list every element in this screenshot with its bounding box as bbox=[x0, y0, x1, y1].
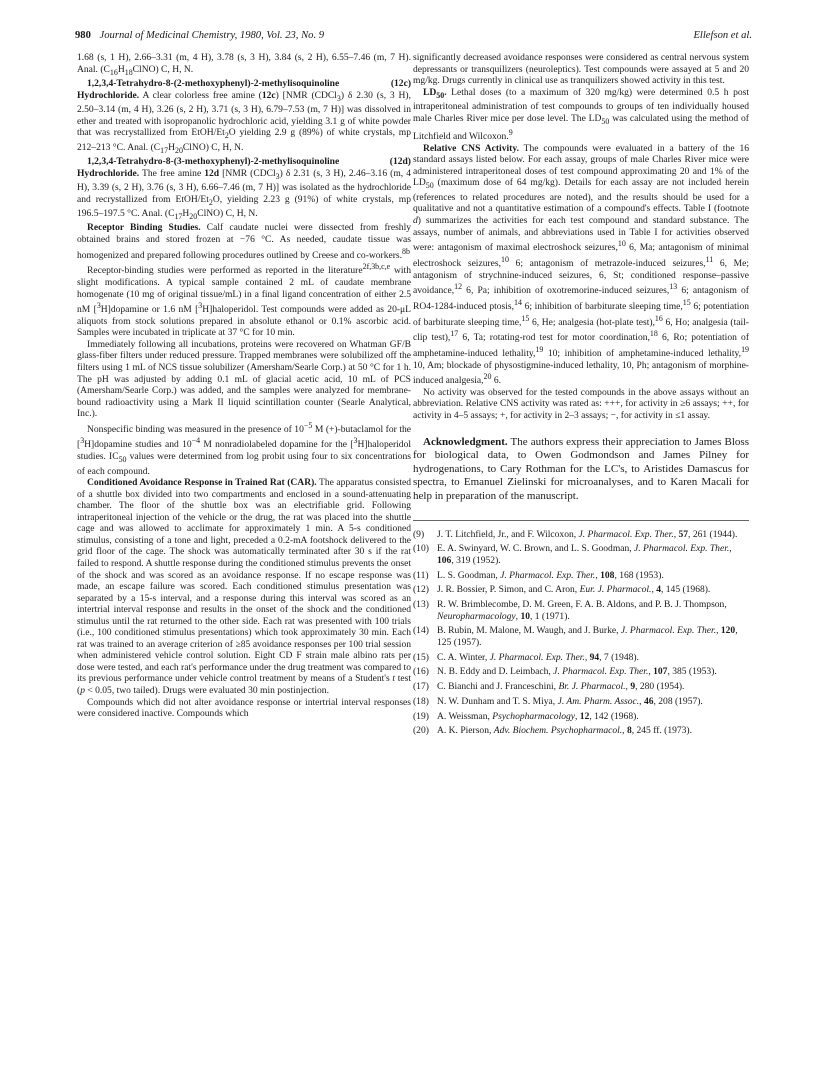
left_column-paragraph: Receptor Binding Studies. Calf caudate nuclei were dissected from freshly obtained brains and stored frozen at −76 °C. As needed, caudate tissue was homogenized and prepared following procedures outlined by Creese and co-workers.$^{8b}$ bbox=[77, 222, 412, 261]
reference-item bbox=[413, 529, 749, 541]
reference-number: (17) bbox=[413, 681, 429, 693]
reference-text: N. B. Eddy and D. Leimbach, J. Pharmacol. Exp. Ther., 107, 385 (1953). bbox=[437, 666, 717, 678]
reference-text: R. W. Brimblecombe, D. M. Green, F. A. B. Aldons, and P. B. J. Thompson, Neuropharmacology, 10, 1 (1971). bbox=[437, 599, 727, 622]
reference-item bbox=[413, 584, 749, 596]
reference-item bbox=[413, 681, 749, 693]
reference-text: N. W. Dunham and T. S. Miya, J. Am. Pharm. Assoc., 46, 208 (1957). bbox=[437, 695, 703, 707]
references-divider bbox=[413, 520, 749, 521]
reference-number: (14) bbox=[413, 625, 429, 637]
right_column-paragraph: No activity was observed for the tested compounds in the above assays without an abbreviation. Relative CNS activity was rated as: +++, for activity in ≥6 assays; ++, for activity in 4–5 assays; +, for activity in 2–3 assays; −, for activity in ≤1 assay. bbox=[413, 386, 749, 422]
reference-item bbox=[413, 666, 749, 678]
right-column-body bbox=[413, 52, 749, 422]
left_column-paragraph: 1,2,3,4-Tetrahydro-8-(2-methoxyphenyl)-2-methylisoquinoline (12c) Hydrochloride. A clear colorless free amine (12c) [NMR (CDCl$_3$) δ 2.30 (s, 3 H), 2.50–3.14 (m, 4 H), 3.26 (s, 2 H), 3.71 (s, 3 H), 6.79–7.53 (m, 7 H)] was dissolved in ether and treated with isopropanolic hydrochloric acid, yielding 3.1 g of white powder that was recrystallized from EtOH/$Et_2O$ yielding 2.9 g (89%) of white crystals, mp 212–213 °C. Anal. $(C_{17}H_{20}ClNO)$ C, H, N. bbox=[77, 78, 411, 155]
header-authors: Ellefson et al. bbox=[693, 30, 752, 41]
left_column-paragraph: 1.68 (s, 1 H), 2.66–3.31 (m, 4 H), 3.78 (s, 3 H), 3.84 (s, 2 H), 6.55–7.46 (m, 7 H). Anal. $(C_{16}H_{18}ClNO)$ C, H, N. bbox=[77, 52, 411, 77]
right_column-paragraph: Relative CNS Activity. The compounds were evaluated in a battery of the 16 standard assays listed below. For each assay, groups of male Charles River mice were administered intraperitoneal doses of test compound approximating 20 and 1% of the $LD_{50}$ (maximum dose of 64 mg/kg). Details for each assay are not included herein (references to related procedures are noted), and the results should be used for a qualitative and not a quantitative estimation of a compound's effects. Table I (footnote d) summarizes the activities for each test compound and standard substance. The assays, number of animals, and abbreviations used in Table I for activities observed were: antagonism of maximal electroshock seizures,$^{10}$ 6, Ma; antagonism of minimal electroshock seizures,$^{10}$ 6; antagonism of metrazole-induced seizures,$^{11}$ 6, Me; antagonism of strychnine-induced seizures, 6, St; conditioned response–passive avoidance,$^{12}$ 6, Pa; inhibition of oxotremorine-induced seizures,$^{13}$ 6; antagonism of RO4-1284-induced ptosis,$^{14}$ 6; inhibition of barbiturate sleeping time,$^{15}$ 6; potentiation of barbiturate sleeping time,$^{15}$ 6, He; analgesia (hot-plate test),$^{16}$ 6, Ho; analgesia (tail-clip test),$^{17}$ 6, Ta; rotating-rod test for motor coordination,$^{18}$ 6, Ro; potentiation of amphetamine-induced lethality,$^{19}$ 10; inhibition of amphetamine-induced lethality,$^{19}$ 10, Am; blockade of physostigmine-induced lethality, 10, Ph; antagonism of morphine-induced analgesia,$^{20}$ 6. bbox=[413, 142, 750, 387]
reference-number: (15) bbox=[413, 651, 429, 663]
reference-text: C. Bianchi and J. Franceschini, Br. J. Pharmacol., 9, 280 (1954). bbox=[437, 681, 685, 693]
reference-item bbox=[413, 725, 749, 737]
left_column-paragraph: 1,2,3,4-Tetrahydro-8-(3-methoxyphenyl)-2-methylisoquinoline (12d) Hydrochloride. The free amine 12d [NMR (CDCl$_3$) δ 2.31 (s, 3 H), 2.46–3.16 (m, 4 H), 3.39 (s, 2 H), 3.76 (s, 3 H), 6.66–7.46 (m, 7 H)] was isolated as the hydrochloride and recrystallized from EtOH/$Et_2O$, yielding 2.23 g (91%) of white crystals, mp 196.5–197.5 °C. Anal. $(C_{17}H_{20}ClNO)$ C, H, N. bbox=[77, 156, 411, 221]
reference-text: J. T. Litchfield, Jr., and F. Wilcoxon, J. Pharmacol. Exp. Ther., 57, 261 (1944). bbox=[437, 528, 738, 540]
running-header bbox=[75, 30, 752, 46]
acknowledgment-section bbox=[413, 436, 749, 504]
reference-text: C. A. Winter, J. Pharmacol. Exp. Ther., 94, 7 (1948). bbox=[437, 651, 639, 663]
reference-number: (20) bbox=[413, 725, 429, 737]
reference-text: J. R. Bossier, P. Simon, and C. Aron, Eur. J. Pharmacol., 4, 145 (1968). bbox=[437, 584, 711, 596]
right_column-paragraph: $LD_{50}$. Lethal doses (to a maximum of 320 mg/kg) were determined 0.5 h post intraperitoneal administration of test compounds to groups of ten individually housed male Charles River mice per dose level. The $LD_{50}$ was calculated using the method of Litchfield and Wilcoxon.$^9$ bbox=[413, 86, 749, 143]
right-column bbox=[413, 52, 749, 740]
journal-citation: Journal of Medicinal Chemistry, 1980, Vol. 23, No. 9 bbox=[99, 30, 325, 41]
reference-number: (18) bbox=[413, 695, 429, 707]
reference-text: B. Rubin, M. Malone, M. Waugh, and J. Burke, J. Pharmacol. Exp. Ther., 120, 125 (1957). bbox=[437, 625, 738, 648]
header-left bbox=[75, 30, 324, 41]
reference-text: A. K. Pierson, Adv. Biochem. Psychopharmacol., 8, 245 ff. (1973). bbox=[437, 725, 692, 737]
reference-item bbox=[413, 696, 749, 708]
reference-item bbox=[413, 543, 749, 566]
reference-number: (19) bbox=[413, 710, 429, 722]
reference-number: (13) bbox=[413, 599, 429, 611]
left_column-paragraph: Receptor-binding studies were performed as reported in the literature$^{2f,3b,c,e}$ with slight modifications. A typical sample contained 2 mL of caudate membrane homogenate (10 mg of original tissue/mL) in a final ligand concentration of either 2.5 nM [$^3$H]dopamine or 1.6 nM [$^3$H]haloperidol. Test compounds were added as 20-μL aliquots from stock solutions prepared in absolute ethanol or 0.1% ascorbic acid. Samples were incubated in triplicate at 37 °C for 10 min. bbox=[77, 262, 411, 339]
reference-item bbox=[413, 625, 749, 648]
reference-item bbox=[413, 711, 749, 723]
reference-text: E. A. Swinyard, W. C. Brown, and L. S. Goodman, J. Pharmacol. Exp. Ther., 106, 319 (1952). bbox=[437, 543, 732, 566]
reference-text: L. S. Goodman, J. Pharmacol. Exp. Ther., 108, 168 (1953). bbox=[437, 569, 664, 581]
reference-number: (10) bbox=[413, 543, 429, 555]
page-number: 980 bbox=[75, 30, 91, 41]
left_column-paragraph: Immediately following all incubations, proteins were recovered on Whatman GF/B glass-fiber filters under reduced pressure. Trapped membranes were solubilized off the filters using 1 mL of NCS tissue solubilizer (Amersham/Searle Corp.) at 50 °C for 1 h. The pH was adjusted by adding 0.1 mL of glacial acetic acid, 10 mL of PCS (Amersham/Searle Corp.) was added, and the samples were analyzed for membrane-bound radioactivity using a Mark II liquid scintillation counter (Searle Analytical, Inc.). bbox=[77, 338, 411, 420]
reference-number: (11) bbox=[413, 569, 429, 581]
left_column-paragraph: Nonspecific binding was measured in the presence of $10^{-5}$ M (+)-butaclamol for the [$^3$H]dopamine studies and $10^{-4}$ M nonradiolabeled dopamine for the [$^3$H]haloperidol studies. $IC_{50}$ values were determined from log probit using four to six concentrations of each compound. bbox=[77, 420, 412, 477]
acknowledgment-paragraph: Acknowledgment. The authors express their appreciation to James Bloss for biological data, to Owen Godmondson and James Pilney for hydrogenations, to Cary Rothman for the LC's, to Aristides Damascus for spectra, to Emanuel Zielinski for microanalyses, and to Karen Macali for help in preparation of the manuscript. bbox=[413, 435, 749, 502]
left-column bbox=[77, 52, 411, 720]
left_column-paragraph: Compounds which did not alter avoidance response or intertrial interval responses were considered inactive. Compounds which bbox=[77, 696, 411, 720]
reference-number: (16) bbox=[413, 666, 429, 678]
references-list bbox=[413, 529, 749, 737]
left_column-paragraph: Conditioned Avoidance Response in Trained Rat (CAR). The apparatus consisted of a shuttle box divided into two compartments and enclosed in a sound-attenuating chamber. The floor of the shuttle box was an electrifiable grid. Following intraperitoneal injection of the vehicle or the drug, the rat was placed into the shuttle cage and was allowed to acclimate for approximately 1 min. A 5-s conditioned stimulus, consisting of a tone and light, preceded a 0.2-mA footshock delivered to the grid floor of the cage. The shock was automatically terminated after 30 s if the rat failed to respond. A shuttle response during the conditioned stimulus prevents the onset of the shock and was scored as an avoidance response. If no escape response was made, an escape failure was scored. Each conditioned stimulus presentation was separated by a 15-s interval, and a response during this interval was scored as an intertrial interval response and results in the onset of the shock and the conditioned stimulus until the rat returned to the other side. Each rat was presented with 100 trials (i.e., 100 conditioned stimulus presentations) which took approximately 30 min. Each rat was trained to an average criterion of ≥85 avoidance responses per 100 trial session when administered vehicle control solution. Eight CD F strain male albino rats per dose were tested, and each rat's performance under the drug treatment was compared to its previous performance under vehicle control treatment by means of a Student's t test (p < 0.05, two tailed). Drugs were evaluated 30 min postinjection. bbox=[77, 477, 411, 696]
reference-text: A. Weissman, Psychopharmacology, 12, 142 (1968). bbox=[437, 710, 639, 722]
right_column-paragraph: significantly decreased avoidance responses were considered as central nervous system depressants or transquilizers (neuroleptics). Test compounds were assayed at 5 and 20 mg/kg. Drugs currently in clinical use as tranquilizers showed activity in this test. bbox=[413, 52, 749, 87]
reference-item bbox=[413, 570, 749, 582]
reference-number: (9) bbox=[413, 528, 425, 540]
reference-item bbox=[413, 599, 749, 622]
reference-item bbox=[413, 652, 749, 664]
reference-number: (12) bbox=[413, 584, 429, 596]
